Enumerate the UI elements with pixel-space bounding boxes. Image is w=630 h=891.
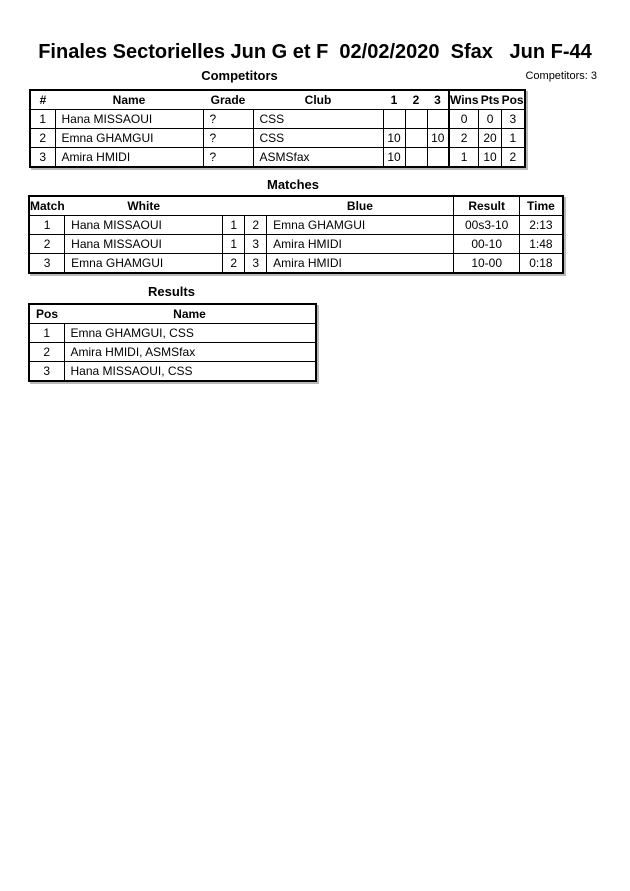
cell-club: ASMSfax (253, 148, 383, 168)
col-header-match: Match (29, 196, 65, 216)
cell-club: CSS (253, 129, 383, 148)
matches-header-row (29, 196, 563, 216)
cell-result: 10-00 (454, 254, 520, 274)
cell-result: 00-10 (454, 235, 520, 254)
matches-section-title: Matches (266, 177, 320, 192)
competitors-count-label: Competitors: 3 (525, 70, 597, 82)
col-header-round1: 1 (383, 90, 405, 110)
cell-grade: ? (203, 148, 253, 168)
cell-white-name: Hana MISSAOUI (65, 216, 223, 235)
cell-grade: ? (203, 129, 253, 148)
results-table (28, 303, 317, 382)
cell-wins: 0 (449, 110, 479, 129)
competitor-row (30, 129, 525, 148)
competitor-row (30, 110, 525, 129)
col-header-grade: Grade (203, 90, 253, 110)
result-row (29, 362, 316, 382)
col-header-name: Name (64, 304, 316, 324)
match-row (29, 235, 563, 254)
cell-match-no: 3 (29, 254, 65, 274)
cell-wins: 2 (449, 129, 479, 148)
cell-match-no: 2 (29, 235, 65, 254)
cell-pos: 1 (502, 129, 525, 148)
col-header-club: Club (253, 90, 383, 110)
competitors-table (29, 89, 526, 168)
cell-name: Hana MISSAOUI, CSS (64, 362, 316, 382)
cell-pts: 10 (479, 148, 502, 168)
cell-pos: 1 (29, 324, 64, 343)
cell-name: Amira HMIDI, ASMSfax (64, 343, 316, 362)
col-header-time: Time (520, 196, 563, 216)
col-header-round2: 2 (405, 90, 427, 110)
cell-blue-name: Amira HMIDI (267, 235, 454, 254)
cell-wins: 1 (449, 148, 479, 168)
matches-table (28, 195, 564, 274)
cell-match-no: 1 (29, 216, 65, 235)
col-header-result: Result (454, 196, 520, 216)
col-header-blue-num (245, 196, 267, 216)
cell-pts: 20 (479, 129, 502, 148)
result-row (29, 343, 316, 362)
cell-white-no: 1 (223, 216, 245, 235)
cell-white-name: Emna GHAMGUI (65, 254, 223, 274)
cell-round3 (427, 110, 449, 129)
competitors-section-title: Competitors (201, 68, 278, 83)
col-header-pts: Pts (479, 90, 502, 110)
col-header-num: # (30, 90, 55, 110)
col-header-white: White (65, 196, 223, 216)
competitor-row (30, 148, 525, 168)
cell-club: CSS (253, 110, 383, 129)
cell-time: 0:18 (520, 254, 563, 274)
cell-round1: 10 (383, 129, 405, 148)
cell-name: Emna GHAMGUI (55, 129, 203, 148)
cell-blue-name: Emna GHAMGUI (267, 216, 454, 235)
cell-round2 (405, 129, 427, 148)
cell-name: Amira HMIDI (55, 148, 203, 168)
cell-num: 1 (30, 110, 55, 129)
cell-pos: 2 (29, 343, 64, 362)
results-header-row (29, 304, 316, 324)
cell-blue-no: 2 (245, 216, 267, 235)
results-section-title: Results (148, 284, 195, 299)
col-header-wins: Wins (449, 90, 479, 110)
cell-result: 00s3-10 (454, 216, 520, 235)
cell-pos: 3 (29, 362, 64, 382)
cell-white-no: 1 (223, 235, 245, 254)
col-header-white-num (223, 196, 245, 216)
result-row (29, 324, 316, 343)
cell-pos: 2 (502, 148, 525, 168)
page-title: Finales Sectorielles Jun G et F 02/02/2020 Sfax Jun F-44 (38, 41, 592, 63)
cell-blue-name: Amira HMIDI (267, 254, 454, 274)
cell-num: 3 (30, 148, 55, 168)
cell-round1: 10 (383, 148, 405, 168)
cell-round1 (383, 110, 405, 129)
match-row (29, 254, 563, 274)
col-header-round3: 3 (427, 90, 449, 110)
cell-name: Emna GHAMGUI, CSS (64, 324, 316, 343)
cell-round3 (427, 148, 449, 168)
competitors-header-row (30, 90, 525, 110)
cell-time: 2:13 (520, 216, 563, 235)
cell-name: Hana MISSAOUI (55, 110, 203, 129)
cell-blue-no: 3 (245, 235, 267, 254)
cell-white-no: 2 (223, 254, 245, 274)
cell-num: 2 (30, 129, 55, 148)
cell-pts: 0 (479, 110, 502, 129)
col-header-name: Name (55, 90, 203, 110)
cell-round2 (405, 110, 427, 129)
col-header-pos: Pos (29, 304, 64, 324)
cell-grade: ? (203, 110, 253, 129)
cell-white-name: Hana MISSAOUI (65, 235, 223, 254)
cell-round3: 10 (427, 129, 449, 148)
cell-blue-no: 3 (245, 254, 267, 274)
cell-round2 (405, 148, 427, 168)
cell-pos: 3 (502, 110, 525, 129)
match-row (29, 216, 563, 235)
cell-time: 1:48 (520, 235, 563, 254)
col-header-blue: Blue (267, 196, 454, 216)
col-header-pos: Pos (502, 90, 525, 110)
